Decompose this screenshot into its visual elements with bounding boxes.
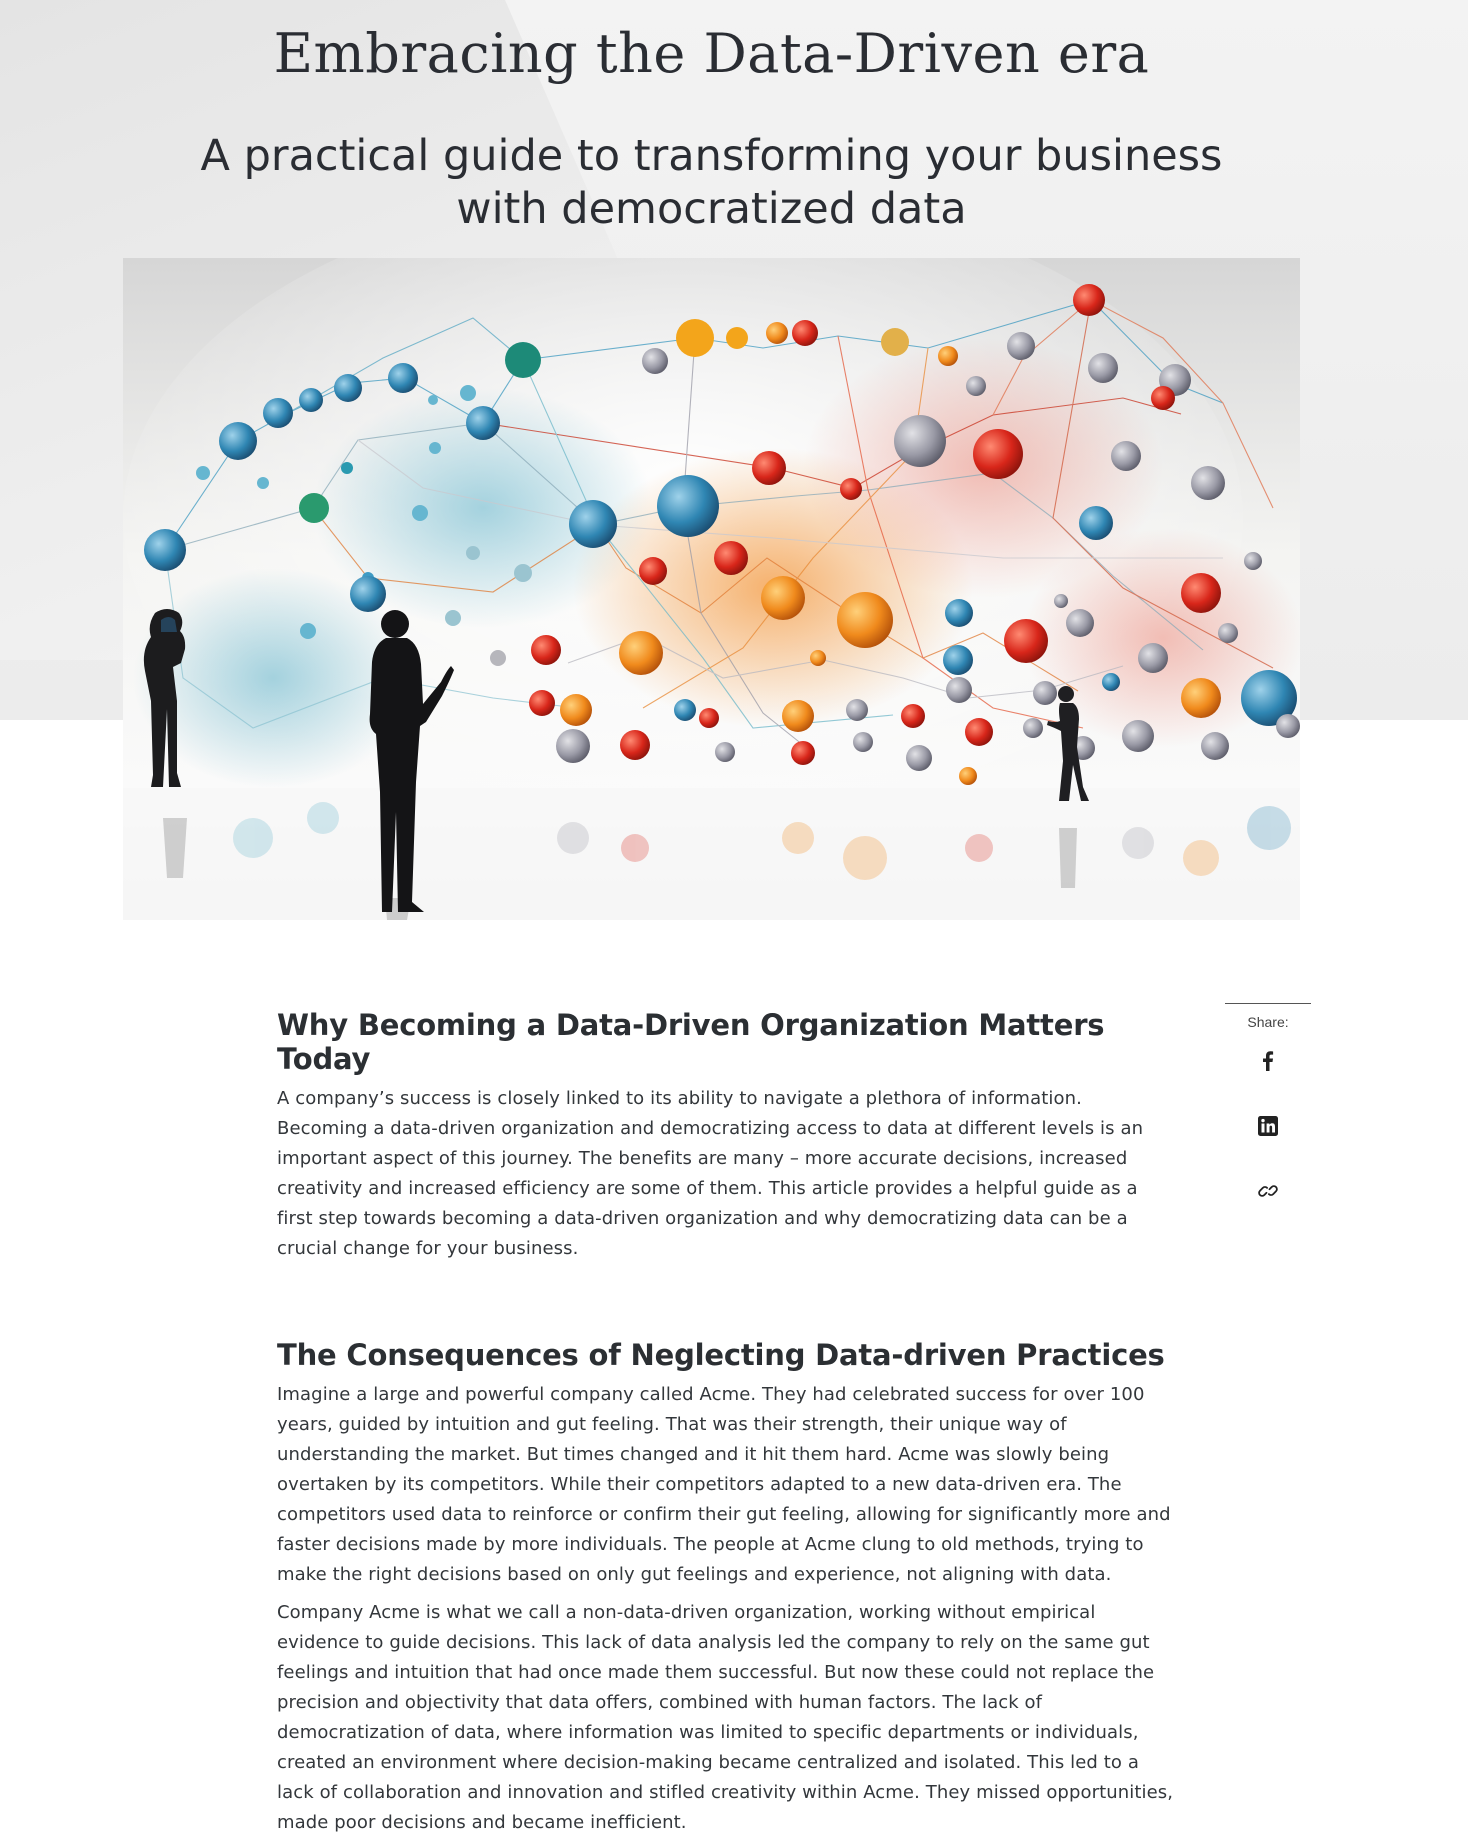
link-icon <box>1257 1180 1279 1202</box>
share-label: Share: <box>1247 1014 1289 1030</box>
hero-image <box>123 258 1300 920</box>
page-subtitle: A practical guide to transforming your business with democratized data <box>200 131 1223 234</box>
share-linkedin-button[interactable] <box>1253 1115 1283 1145</box>
article-section <box>277 1008 1177 1264</box>
article-section <box>277 1338 1177 1838</box>
section-paragraph: A company’s success is closely linked to its ability to navigate a plethora of information. Becoming a data-driven organization and democratizing access to data at different levels is an important aspect of this journey. The benefits are many – more accurate decisions, increased creativity and increased efficiency are some of them. This article provides a helpful guide as a first step towards becoming a data-driven organization and why democratizing data can be a crucial change for your business. <box>277 1088 1144 1259</box>
share-facebook-button[interactable] <box>1253 1050 1283 1080</box>
data-network-illustration <box>123 258 1300 920</box>
page-title: Embracing the Data-Driven era <box>273 22 1150 85</box>
section-paragraph: Company Acme is what we call a non-data-driven organization, working without empirical evidence to guide decisions. This lack of data analysis led the company to rely on the same gut feelings and intuition that had once made them successful. But now these could not replace the precision and objectivity that data offers, combined with human factors. The lack of democratization of data, where information was limited to specific departments or individuals, created an environment where decision-making became centralized and isolated. This led to a lack of collaboration and innovation and stifled creativity within Acme. They missed opportunities, made poor decisions and became inefficient. <box>277 1602 1174 1833</box>
linkedin-icon <box>1257 1115 1279 1137</box>
article <box>277 1008 1177 1838</box>
share-panel <box>1225 1003 1311 1210</box>
share-copy-link-button[interactable] <box>1253 1180 1283 1210</box>
section-paragraph: Imagine a large and powerful company called Acme. They had celebrated success for over 100 years, guided by intuition and gut feeling. That was their strength, their unique way of understanding the market. But times changed and it hit them hard. Acme was slowly being overtaken by its competitors. While their competitors adapted to a new data-driven era. The competitors used data to reinforce or confirm their gut feeling, allowing for significantly more and faster decisions made by more individuals. The people at Acme clung to old methods, trying to make the right decisions based on only gut feelings and experience, not aligning with data. <box>277 1384 1171 1585</box>
section-heading: Why Becoming a Data-Driven Organization Matters Today <box>277 1008 1105 1076</box>
facebook-icon <box>1258 1050 1278 1072</box>
section-heading: The Consequences of Neglecting Data-driven Practices <box>277 1338 1165 1372</box>
